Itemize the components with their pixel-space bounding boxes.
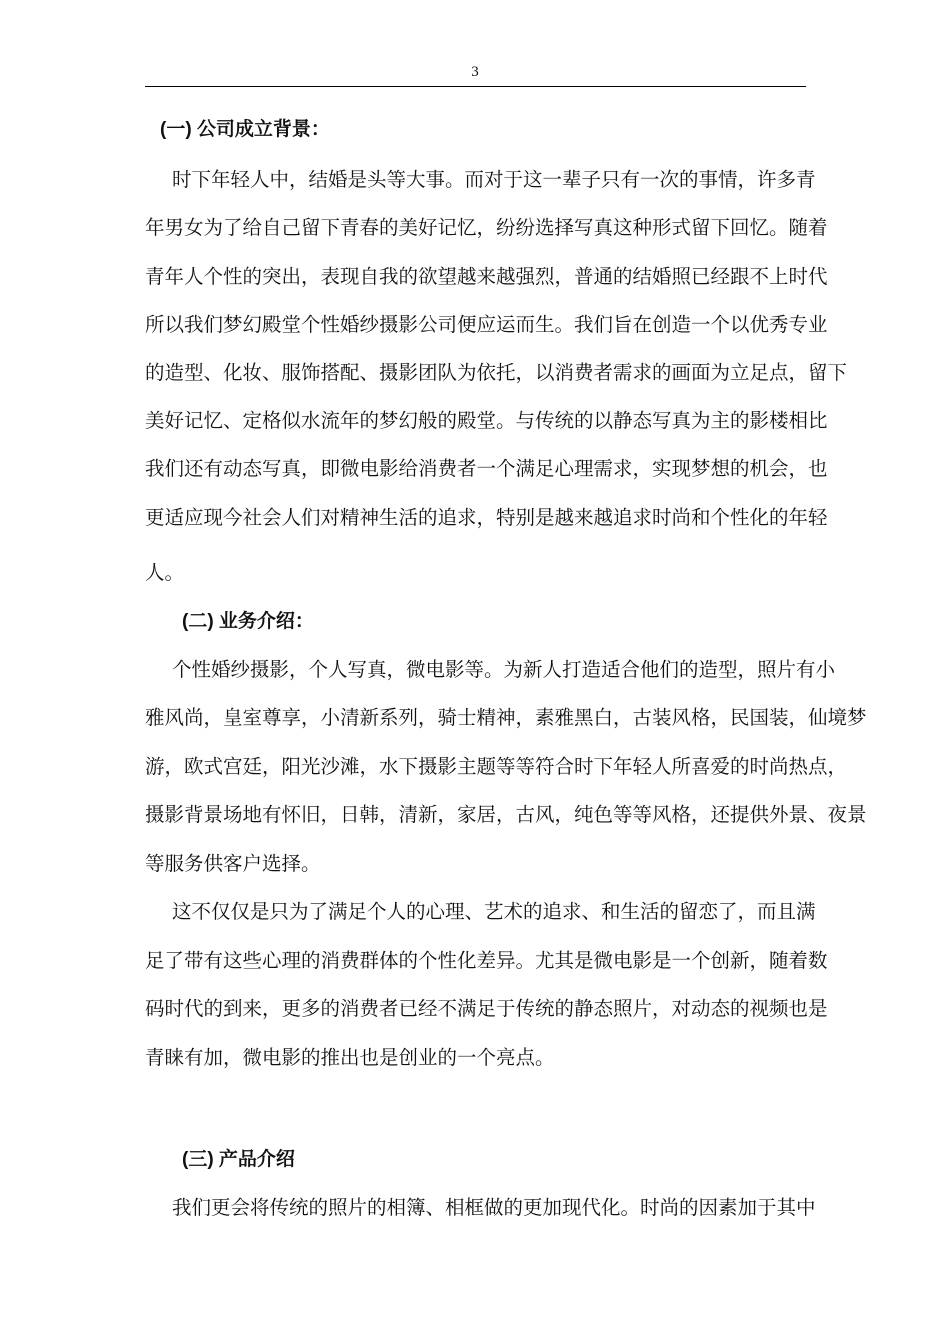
paragraph-line: 青年人个性的突出，表现自我的欲望越来越强烈，普通的结婚照已经跟不上时代 [145, 265, 828, 288]
paragraph-line: 我们还有动态写真，即微电影给消费者一个满足心理需求，实现梦想的机会，也 [145, 457, 828, 480]
paragraph-line: 摄影背景场地有怀旧，日韩，清新，家居，古风，纯色等等风格，还提供外景、夜景 [145, 803, 867, 826]
paragraph-line: 这不仅仅是只为了满足个人的心理、艺术的追求、和生活的留恋了，而且满 [172, 900, 816, 923]
paragraph-line: 青睐有加，微电影的推出也是创业的一个亮点。 [145, 1046, 555, 1069]
section-heading-company-background: (一) 公司成立背景： [160, 119, 330, 140]
paragraph-line: 码时代的到来，更多的消费者已经不满足于传统的静态照片，对动态的视频也是 [145, 997, 828, 1020]
paragraph-line: 年男女为了给自己留下青春的美好记忆，纷纷选择写真这种形式留下回忆。随着 [145, 216, 828, 239]
paragraph-line: 游，欧式宫廷，阳光沙滩，水下摄影主题等等符合时下年轻人所喜爱的时尚热点， [145, 755, 848, 778]
section-heading-product-intro: (三) 产品介绍 [182, 1149, 295, 1170]
paragraph-line: 时下年轻人中，结婚是头等大事。而对于这一辈子只有一次的事情，许多青 [172, 168, 816, 191]
paragraph-line: 的造型、化妆、服饰搭配、摄影团队为依托，以消费者需求的画面为立足点，留下 [145, 361, 848, 384]
paragraph-line: 等服务供客户选择。 [145, 852, 321, 875]
paragraph-line: 我们更会将传统的照片的相簿、相框做的更加现代化。时尚的因素加于其中 [172, 1196, 816, 1219]
paragraph-line: 更适应现今社会人们对精神生活的追求，特别是越来越追求时尚和个性化的年轻 [145, 506, 828, 529]
section-heading-business-intro: (二) 业务介绍： [182, 611, 314, 632]
paragraph-line: 个性婚纱摄影，个人写真，微电影等。为新人打造适合他们的造型，照片有小 [172, 658, 836, 681]
paragraph-line: 人。 [145, 561, 185, 584]
paragraph-line: 雅风尚，皇室尊享，小清新系列，骑士精神，素雅黑白，古装风格，民国装，仙境梦 [145, 706, 867, 729]
paragraph-line: 足了带有这些心理的消费群体的个性化差异。尤其是微电影是一个创新，随着数 [145, 949, 828, 972]
header-rule [145, 86, 806, 87]
page-number: 3 [471, 64, 479, 80]
paragraph-line: 美好记忆、定格似水流年的梦幻般的殿堂。与传统的以静态写真为主的影楼相比 [145, 409, 828, 432]
paragraph-line: 所以我们梦幻殿堂个性婚纱摄影公司便应运而生。我们旨在创造一个以优秀专业 [145, 313, 828, 336]
